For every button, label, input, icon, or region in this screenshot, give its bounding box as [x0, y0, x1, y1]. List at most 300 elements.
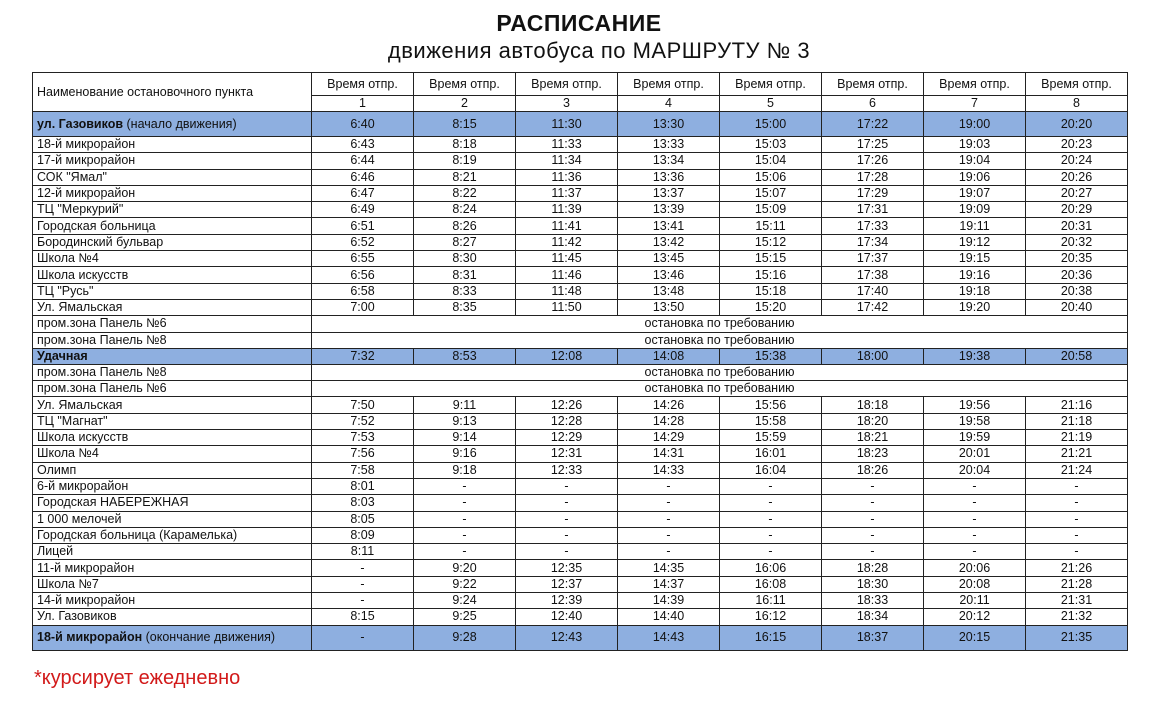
departure-time: 21:35 [1026, 625, 1128, 650]
table-row [33, 169, 1128, 185]
departure-time: 16:04 [720, 462, 822, 478]
departure-time: - [516, 478, 618, 494]
departure-time: 9:28 [414, 625, 516, 650]
departure-time: 17:26 [822, 153, 924, 169]
departure-time: 19:11 [924, 218, 1026, 234]
departure-time: 9:20 [414, 560, 516, 576]
departure-time: 7:32 [312, 348, 414, 364]
departure-time: 11:34 [516, 153, 618, 169]
stop-name: Городская НАБЕРЕЖНАЯ [33, 495, 312, 511]
stop-name: Ул. Ямальская [33, 397, 312, 413]
departure-time: 15:18 [720, 283, 822, 299]
departure-time: - [618, 511, 720, 527]
departure-time: 18:23 [822, 446, 924, 462]
departure-time: 13:37 [618, 185, 720, 201]
departure-time: 17:31 [822, 202, 924, 218]
departure-time: 14:43 [618, 625, 720, 650]
stop-name: ТЦ "Русь" [33, 283, 312, 299]
departure-time: 13:34 [618, 153, 720, 169]
departure-time: 12:37 [516, 576, 618, 592]
departure-time: 8:05 [312, 511, 414, 527]
departure-time: 20:36 [1026, 267, 1128, 283]
departure-time: - [1026, 478, 1128, 494]
table-row [33, 267, 1128, 283]
departure-time: 17:33 [822, 218, 924, 234]
trip-time-header: Время отпр. [1026, 73, 1128, 96]
departure-time: - [720, 495, 822, 511]
departure-time: 21:21 [1026, 446, 1128, 462]
departure-time: 11:45 [516, 251, 618, 267]
stop-name: 14-й микрорайон [33, 593, 312, 609]
departure-time: 8:26 [414, 218, 516, 234]
departure-time: 20:32 [1026, 234, 1128, 250]
departure-time: 20:20 [1026, 112, 1128, 137]
departure-time: 18:18 [822, 397, 924, 413]
departure-time: 17:37 [822, 251, 924, 267]
departure-time: 18:00 [822, 348, 924, 364]
departure-time: 14:26 [618, 397, 720, 413]
departure-time: - [618, 544, 720, 560]
departure-time: 8:35 [414, 299, 516, 315]
departure-time: 15:20 [720, 299, 822, 315]
departure-time: 12:26 [516, 397, 618, 413]
stop-name-bold: 18-й микрорайон [37, 630, 143, 645]
departure-time: 11:48 [516, 283, 618, 299]
trip-number: 2 [414, 96, 516, 112]
trip-time-header: Время отпр. [924, 73, 1026, 96]
departure-time: 8:15 [312, 609, 414, 625]
table-row [33, 576, 1128, 592]
departure-time: 8:53 [414, 348, 516, 364]
departure-time: 13:46 [618, 267, 720, 283]
departure-time: 12:28 [516, 413, 618, 429]
departure-time: 12:43 [516, 625, 618, 650]
departure-time: 19:03 [924, 137, 1026, 153]
table-row [33, 153, 1128, 169]
departure-time: 19:00 [924, 112, 1026, 137]
departure-time: 14:31 [618, 446, 720, 462]
departure-time: 20:11 [924, 593, 1026, 609]
departure-time: - [822, 478, 924, 494]
departure-time: 20:04 [924, 462, 1026, 478]
departure-time: 14:33 [618, 462, 720, 478]
stop-name: Школа №4 [33, 446, 312, 462]
departure-time: 8:09 [312, 527, 414, 543]
schedule-table [32, 72, 1128, 651]
departure-time: 6:49 [312, 202, 414, 218]
departure-time: 17:29 [822, 185, 924, 201]
on-request-note: остановка по требованию [312, 332, 1128, 348]
departure-time: - [618, 495, 720, 511]
stop-name-bold: ул. Газовиков [37, 116, 124, 131]
departure-time: 20:29 [1026, 202, 1128, 218]
departure-time: 19:06 [924, 169, 1026, 185]
table-row [33, 202, 1128, 218]
departure-time: 13:45 [618, 251, 720, 267]
departure-time: - [414, 544, 516, 560]
departure-time: 12:08 [516, 348, 618, 364]
stop-name: пром.зона Панель №8 [33, 332, 312, 348]
stop-name: Городская больница (Карамелька) [33, 527, 312, 543]
departure-time: 20:08 [924, 576, 1026, 592]
departure-time: 11:42 [516, 234, 618, 250]
departure-time: - [516, 527, 618, 543]
departure-time: 18:20 [822, 413, 924, 429]
schedule-header [33, 73, 1128, 112]
departure-time: 11:41 [516, 218, 618, 234]
departure-time: 11:30 [516, 112, 618, 137]
departure-time: 20:24 [1026, 153, 1128, 169]
stop-name: ТЦ "Магнат" [33, 413, 312, 429]
departure-time: 17:25 [822, 137, 924, 153]
departure-time: 8:15 [414, 112, 516, 137]
departure-time: 11:36 [516, 169, 618, 185]
departure-time: 12:35 [516, 560, 618, 576]
table-row [33, 413, 1128, 429]
departure-time: 20:58 [1026, 348, 1128, 364]
departure-time: 18:34 [822, 609, 924, 625]
departure-time: 18:30 [822, 576, 924, 592]
table-row [33, 446, 1128, 462]
trip-time-header: Время отпр. [516, 73, 618, 96]
on-request-note: остановка по требованию [312, 364, 1128, 380]
departure-time: 20:40 [1026, 299, 1128, 315]
table-row [33, 234, 1128, 250]
departure-time: 8:24 [414, 202, 516, 218]
departure-time: 19:58 [924, 413, 1026, 429]
departure-time: - [618, 478, 720, 494]
departure-time: 12:31 [516, 446, 618, 462]
departure-time: 12:40 [516, 609, 618, 625]
departure-time: 6:44 [312, 153, 414, 169]
table-row [33, 251, 1128, 267]
departure-time: 16:01 [720, 446, 822, 462]
trip-number: 8 [1026, 96, 1128, 112]
table-row [33, 478, 1128, 494]
departure-time: 12:29 [516, 430, 618, 446]
departure-time: 13:33 [618, 137, 720, 153]
departure-time: - [312, 593, 414, 609]
departure-time: 13:30 [618, 112, 720, 137]
departure-time: 7:00 [312, 299, 414, 315]
stop-name: Школа искусств [33, 430, 312, 446]
departure-time: 15:11 [720, 218, 822, 234]
departure-time: - [924, 478, 1026, 494]
page-title: РАСПИСАНИЕ [496, 10, 662, 36]
departure-time: 19:18 [924, 283, 1026, 299]
departure-time: 19:12 [924, 234, 1026, 250]
departure-time: 20:31 [1026, 218, 1128, 234]
departure-time: 19:59 [924, 430, 1026, 446]
departure-time: 15:38 [720, 348, 822, 364]
departure-time: 15:06 [720, 169, 822, 185]
stop-name: Бородинский бульвар [33, 234, 312, 250]
departure-time: - [1026, 527, 1128, 543]
table-row [33, 495, 1128, 511]
departure-time: - [822, 527, 924, 543]
stop-name: Школа №7 [33, 576, 312, 592]
departure-time: 14:39 [618, 593, 720, 609]
departure-time: 17:22 [822, 112, 924, 137]
departure-time: 21:16 [1026, 397, 1128, 413]
stop-name: пром.зона Панель №6 [33, 316, 312, 332]
departure-time: 7:52 [312, 413, 414, 429]
stop-name [33, 625, 312, 650]
departure-time: - [720, 478, 822, 494]
stop-name-note: (начало движения) [123, 116, 237, 131]
departure-time: 8:31 [414, 267, 516, 283]
departure-time: 20:27 [1026, 185, 1128, 201]
departure-time: 11:39 [516, 202, 618, 218]
departure-time: 11:46 [516, 267, 618, 283]
departure-time: - [822, 511, 924, 527]
departure-time: 17:38 [822, 267, 924, 283]
departure-time: 19:04 [924, 153, 1026, 169]
departure-time: 15:09 [720, 202, 822, 218]
table-row [33, 137, 1128, 153]
departure-time: 12:39 [516, 593, 618, 609]
departure-time: 9:13 [414, 413, 516, 429]
departure-time: - [312, 560, 414, 576]
departure-time: 11:33 [516, 137, 618, 153]
departure-time: 17:34 [822, 234, 924, 250]
departure-time: 9:24 [414, 593, 516, 609]
departure-time: - [414, 511, 516, 527]
departure-time: 15:16 [720, 267, 822, 283]
footnote: *курсирует ежедневно [34, 667, 241, 689]
departure-time: 15:07 [720, 185, 822, 201]
stop-name: 12-й микрорайон [33, 185, 312, 201]
departure-time: 18:37 [822, 625, 924, 650]
stop-name: 1 000 мелочей [33, 511, 312, 527]
departure-time: - [822, 544, 924, 560]
departure-time: 15:56 [720, 397, 822, 413]
page-subtitle: движения автобуса по МАРШРУТУ № 3 [387, 38, 811, 63]
departure-time: 8:19 [414, 153, 516, 169]
table-row [33, 316, 1128, 332]
stop-name: Ул. Газовиков [33, 609, 312, 625]
table-row [33, 527, 1128, 543]
departure-time: 15:15 [720, 251, 822, 267]
stop-name: пром.зона Панель №8 [33, 364, 312, 380]
departure-time: 8:33 [414, 283, 516, 299]
departure-time: 8:21 [414, 169, 516, 185]
trip-number: 4 [618, 96, 720, 112]
departure-time: 20:35 [1026, 251, 1128, 267]
departure-time: 12:33 [516, 462, 618, 478]
departure-time: 20:12 [924, 609, 1026, 625]
departure-time: 14:29 [618, 430, 720, 446]
departure-time: 16:11 [720, 593, 822, 609]
departure-time: 19:20 [924, 299, 1026, 315]
stop-name: Школа №4 [33, 251, 312, 267]
departure-time: 8:30 [414, 251, 516, 267]
departure-time: 19:56 [924, 397, 1026, 413]
trip-number: 3 [516, 96, 618, 112]
table-row [33, 364, 1128, 380]
departure-time: 17:42 [822, 299, 924, 315]
departure-time: 15:00 [720, 112, 822, 137]
trip-time-header: Время отпр. [312, 73, 414, 96]
departure-time: 19:16 [924, 267, 1026, 283]
stop-name-note: (окончание движения) [142, 630, 276, 645]
departure-time: 21:28 [1026, 576, 1128, 592]
table-row [33, 299, 1128, 315]
departure-time: - [516, 544, 618, 560]
departure-time: 6:40 [312, 112, 414, 137]
departure-time: 9:14 [414, 430, 516, 446]
departure-time: - [516, 511, 618, 527]
departure-time: 8:22 [414, 185, 516, 201]
departure-time: 16:15 [720, 625, 822, 650]
stop-name: Ул. Ямальская [33, 299, 312, 315]
departure-time: - [1026, 495, 1128, 511]
departure-time: 9:11 [414, 397, 516, 413]
departure-time: - [618, 527, 720, 543]
departure-time: 9:22 [414, 576, 516, 592]
departure-time: - [822, 495, 924, 511]
departure-time: 6:47 [312, 185, 414, 201]
departure-time: 20:26 [1026, 169, 1128, 185]
departure-time: 17:28 [822, 169, 924, 185]
departure-time: 14:40 [618, 609, 720, 625]
departure-time: 7:50 [312, 397, 414, 413]
key-stop-row [33, 112, 1128, 137]
departure-time: 21:24 [1026, 462, 1128, 478]
departure-time: 7:56 [312, 446, 414, 462]
departure-time: 15:59 [720, 430, 822, 446]
stop-name: 18-й микрорайон [33, 137, 312, 153]
departure-time: 18:26 [822, 462, 924, 478]
table-row [33, 462, 1128, 478]
stop-name [33, 348, 312, 364]
departure-time: 16:08 [720, 576, 822, 592]
table-row [33, 218, 1128, 234]
table-row [33, 185, 1128, 201]
stop-name-bold: Удачная [37, 348, 88, 363]
departure-time: - [414, 478, 516, 494]
stop-name: пром.зона Панель №6 [33, 381, 312, 397]
departure-time: 21:31 [1026, 593, 1128, 609]
departure-time: - [1026, 511, 1128, 527]
departure-time: - [924, 544, 1026, 560]
departure-time: 13:41 [618, 218, 720, 234]
table-row [33, 609, 1128, 625]
stop-name: ТЦ "Меркурий" [33, 202, 312, 218]
departure-time: 14:08 [618, 348, 720, 364]
departure-time: - [720, 527, 822, 543]
stop-name [33, 112, 312, 137]
table-row [33, 283, 1128, 299]
departure-time: 18:28 [822, 560, 924, 576]
stop-column-header: Наименование остановочного пункта [33, 73, 312, 112]
departure-time: 19:15 [924, 251, 1026, 267]
departure-time: 11:50 [516, 299, 618, 315]
departure-time: 15:03 [720, 137, 822, 153]
departure-time: - [924, 527, 1026, 543]
departure-time: 6:56 [312, 267, 414, 283]
stop-name: Олимп [33, 462, 312, 478]
departure-time: 11:37 [516, 185, 618, 201]
table-row [33, 381, 1128, 397]
key-stop-row [33, 348, 1128, 364]
stop-name: 11-й микрорайон [33, 560, 312, 576]
departure-time: 18:33 [822, 593, 924, 609]
departure-time: 6:46 [312, 169, 414, 185]
departure-time: 21:19 [1026, 430, 1128, 446]
departure-time: 20:38 [1026, 283, 1128, 299]
departure-time: 6:51 [312, 218, 414, 234]
on-request-note: остановка по требованию [312, 316, 1128, 332]
departure-time: 8:27 [414, 234, 516, 250]
departure-time: 9:18 [414, 462, 516, 478]
table-row [33, 332, 1128, 348]
table-row [33, 511, 1128, 527]
trip-number: 1 [312, 96, 414, 112]
trip-time-header: Время отпр. [720, 73, 822, 96]
departure-time: - [414, 495, 516, 511]
departure-time: 6:58 [312, 283, 414, 299]
stop-name: 17-й микрорайон [33, 153, 312, 169]
departure-time: - [516, 495, 618, 511]
departure-time: 21:18 [1026, 413, 1128, 429]
departure-time: 8:11 [312, 544, 414, 560]
departure-time: 20:23 [1026, 137, 1128, 153]
on-request-note: остановка по требованию [312, 381, 1128, 397]
departure-time: - [312, 625, 414, 650]
departure-time: 15:04 [720, 153, 822, 169]
departure-time: 7:58 [312, 462, 414, 478]
departure-time: 16:12 [720, 609, 822, 625]
departure-time: 13:50 [618, 299, 720, 315]
stop-name: Лицей [33, 544, 312, 560]
departure-time: 18:21 [822, 430, 924, 446]
departure-time: 20:15 [924, 625, 1026, 650]
departure-time: - [720, 511, 822, 527]
departure-time: 9:25 [414, 609, 516, 625]
departure-time: - [414, 527, 516, 543]
departure-time: 13:48 [618, 283, 720, 299]
departure-time: 8:01 [312, 478, 414, 494]
departure-time: 15:12 [720, 234, 822, 250]
stop-name: СОК "Ямал" [33, 169, 312, 185]
departure-time: 6:52 [312, 234, 414, 250]
departure-time: 15:58 [720, 413, 822, 429]
stop-name: 6-й микрорайон [33, 478, 312, 494]
table-row [33, 430, 1128, 446]
departure-time: 6:55 [312, 251, 414, 267]
departure-time: - [720, 544, 822, 560]
trip-time-header: Время отпр. [822, 73, 924, 96]
trip-number: 5 [720, 96, 822, 112]
trip-number: 6 [822, 96, 924, 112]
departure-time: 6:43 [312, 137, 414, 153]
departure-time: 8:03 [312, 495, 414, 511]
table-row [33, 560, 1128, 576]
departure-time: 16:06 [720, 560, 822, 576]
departure-time: 21:32 [1026, 609, 1128, 625]
departure-time: 14:37 [618, 576, 720, 592]
departure-time: 21:26 [1026, 560, 1128, 576]
departure-time: 19:38 [924, 348, 1026, 364]
trip-time-header: Время отпр. [618, 73, 720, 96]
departure-time: 7:53 [312, 430, 414, 446]
table-row [33, 544, 1128, 560]
table-row [33, 397, 1128, 413]
departure-time: 20:06 [924, 560, 1026, 576]
departure-time: 14:35 [618, 560, 720, 576]
stop-name: Городская больница [33, 218, 312, 234]
